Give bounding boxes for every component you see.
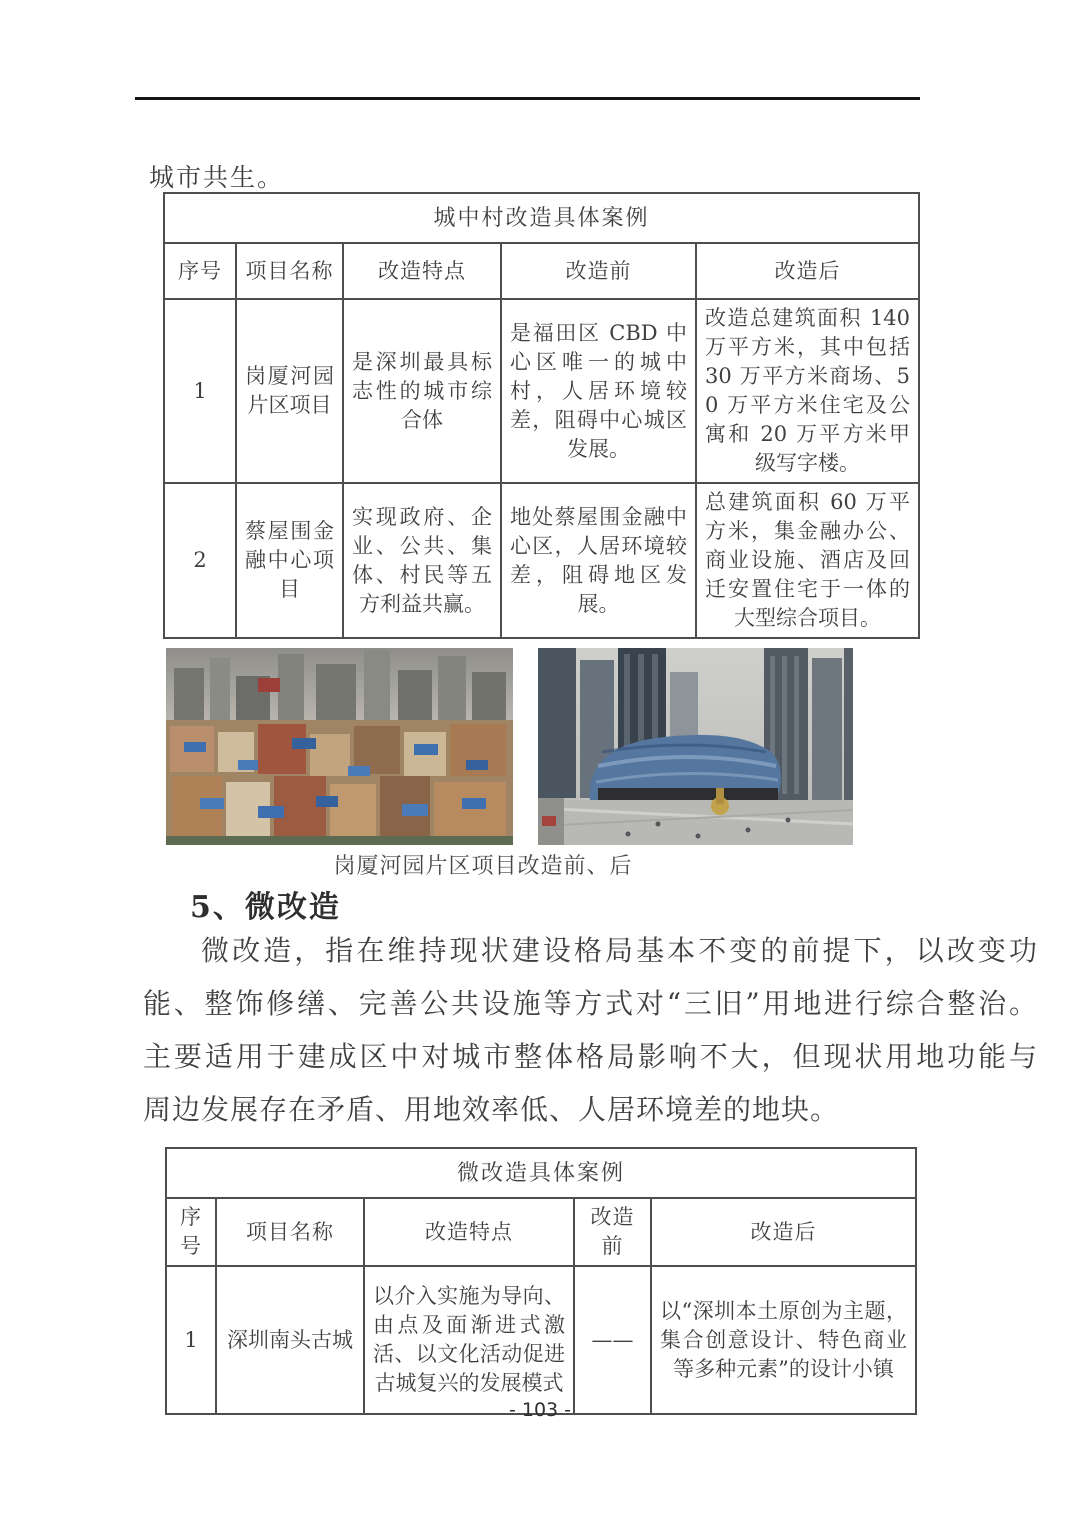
- column-header-feature: 改造特点: [343, 243, 501, 299]
- figure-photos: [166, 648, 856, 845]
- micro-renovation-cases-table: [165, 1147, 917, 1415]
- column-header-before: 改造前: [574, 1198, 651, 1266]
- cell-no: 1: [166, 1266, 216, 1414]
- photo-before-renovation: [166, 648, 513, 845]
- cell-project-name: 深圳南头古城: [216, 1266, 364, 1414]
- section-heading: 5、微改造: [190, 890, 341, 925]
- column-header-no: 序号: [166, 1198, 216, 1266]
- cell-feature: 实现政府、企业、公共、集体、村民等五方利益共赢。: [343, 483, 501, 638]
- cell-before: 是福田区 CBD 中心区唯一的城中村，人居环境较差，阻碍中心城区发展。: [501, 299, 696, 483]
- cell-after: 以“深圳本土原创为主题，集合创意设计、特色商业等多种元素”的设计小镇: [651, 1266, 916, 1414]
- cell-after: 改造总建筑面积 140 万平方米，其中包括 30 万平方米商场、50 万平方米住宅及公寓和 20 万平方米甲级写字楼。: [696, 299, 919, 483]
- cell-before: 地处蔡屋围金融中心区，人居环境较差，阻碍地区发展。: [501, 483, 696, 638]
- cell-after: 总建筑面积 60 万平方米，集金融办公、商业设施、酒店及回迁安置住宅于一体的大型综合项目。: [696, 483, 919, 638]
- column-header-name: 项目名称: [236, 243, 343, 299]
- table-title-row: [166, 1148, 916, 1198]
- photo-after-renovation: [538, 648, 853, 845]
- column-header-name: 项目名称: [216, 1198, 364, 1266]
- paragraph-line: 微改造，指在维持现状建设格局基本不变的前提下，以改变功: [201, 934, 1038, 967]
- cell-no: 2: [164, 483, 236, 638]
- page-number: - 103 -: [508, 1399, 572, 1421]
- table-header-row: [164, 243, 919, 299]
- paragraph-line: 周边发展存在矛盾、用地效率低、人居环境差的地块。: [143, 1093, 840, 1126]
- cell-project-name: 蔡屋围金融中心项目: [236, 483, 343, 638]
- table-row: [164, 483, 919, 638]
- figure-caption: 岗厦河园片区项目改造前、后: [333, 854, 633, 879]
- column-header-before: 改造前: [501, 243, 696, 299]
- table-header-row: [166, 1198, 916, 1266]
- urban-village-cases-table: [163, 192, 920, 639]
- cell-feature: 以介入实施为导向、由点及面渐进式激活、以文化活动促进古城复兴的发展模式: [364, 1266, 574, 1414]
- paragraph-line: 主要适用于建成区中对城市整体格局影响不大，但现状用地功能与: [143, 1040, 1038, 1073]
- table-row: [164, 299, 919, 483]
- column-header-feature: 改造特点: [364, 1198, 574, 1266]
- column-header-after: 改造后: [696, 243, 919, 299]
- body-paragraph: [143, 924, 1038, 1136]
- column-header-no: 序号: [164, 243, 236, 299]
- column-header-after: 改造后: [651, 1198, 916, 1266]
- cell-feature: 是深圳最具标志性的城市综合体: [343, 299, 501, 483]
- cell-before: ——: [574, 1266, 651, 1414]
- cell-project-name: 岗厦河园片区项目: [236, 299, 343, 483]
- table-title: 城中村改造具体案例: [164, 193, 919, 243]
- table-title: 微改造具体案例: [166, 1148, 916, 1198]
- table-row: [166, 1266, 916, 1414]
- header-rule: [135, 97, 920, 100]
- table-title-row: [164, 193, 919, 243]
- paragraph-line: 能、整饰修缮、完善公共设施等方式对“三旧”用地进行综合整治。: [143, 987, 1038, 1020]
- cell-no: 1: [164, 299, 236, 483]
- intro-text: 城市共生。: [149, 163, 285, 192]
